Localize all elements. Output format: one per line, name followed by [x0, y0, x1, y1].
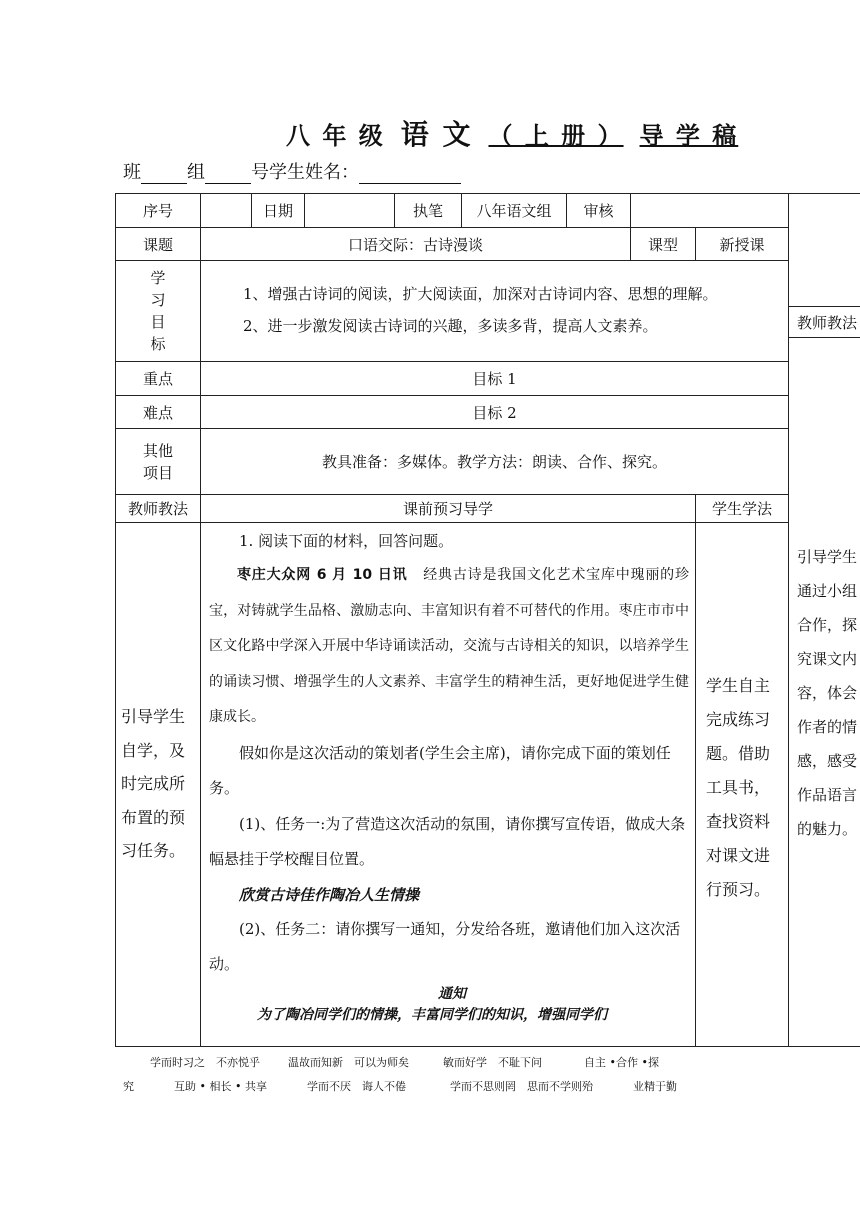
title-volume: （ 上 册 ） — [488, 121, 624, 150]
topic-value: 口语交际：古诗漫谈 — [347, 235, 483, 254]
title-doc: 导 学 稿 — [639, 121, 739, 150]
footer-motto: 学而不厌 诲人不倦 — [306, 1080, 406, 1093]
goals-label-char: 学 — [150, 269, 166, 287]
goal-item: 1、增强古诗词的阅读，扩大阅读面，加深对古诗词内容、思想的理解。 — [243, 285, 718, 303]
preview-content — [209, 524, 689, 1025]
review-label: 审核 — [583, 202, 614, 220]
preview-guide-header: 课前预习导学 — [402, 500, 493, 518]
right-teacher-method-header: 教师教法 — [797, 313, 858, 332]
seq-label: 序号 — [142, 202, 173, 220]
lesson-type-value: 新授课 — [719, 235, 765, 254]
footer-motto: 互助 • 相长 • 共享 — [174, 1080, 267, 1093]
student-method-header: 学生学法 — [711, 500, 772, 518]
teacher-method-header: 教师教法 — [127, 500, 188, 518]
title-grade: 八 年 级 — [286, 121, 385, 150]
seq-value-cell[interactable] — [201, 194, 251, 227]
footer-motto: 温故而知新 可以为师矣 — [288, 1056, 409, 1069]
question-1: 1. 阅读下面的材料，回答问题。 — [239, 532, 454, 550]
slogan: 欣赏古诗佳作陶冶人生情操 — [239, 885, 420, 904]
difficulty-label: 难点 — [142, 403, 173, 422]
lesson-type-label: 课型 — [647, 235, 678, 254]
goals-label-char: 标 — [150, 335, 166, 353]
document-title — [286, 113, 738, 153]
assume-paragraph: 假如你是这次活动的策划者(学生会主席)，请你完成下面的策划任务。 — [209, 743, 671, 797]
notice-body: 为了陶冶同学们的情操，丰富同学们的知识，增强同学们 — [257, 1006, 607, 1023]
goals-list — [243, 278, 788, 348]
name-blank[interactable] — [359, 165, 461, 184]
goals-label — [116, 261, 200, 361]
goals-label-char: 目 — [150, 313, 166, 331]
col-line — [200, 193, 201, 1047]
date-label: 日期 — [262, 202, 293, 220]
right-teacher-method-text: 引导学生通过小组合作，探究课文内容，体会作者的情感，感受作品语言的魅力。 — [797, 548, 858, 838]
news-paragraph — [209, 558, 689, 736]
other-label — [116, 429, 200, 494]
footer-motto: 学而时习之 不亦悦乎 — [150, 1056, 260, 1069]
right-column-divider — [788, 193, 789, 1047]
other-label-line: 项目 — [142, 463, 173, 482]
table-border-bottom — [115, 1046, 860, 1047]
date-value-cell[interactable] — [305, 194, 394, 227]
writer-label: 执笔 — [412, 202, 443, 220]
other-value: 教具准备：多媒体。教学方法：朗读、合作、探究。 — [321, 453, 667, 471]
task-2: (2)、任务二：请你撰写一通知，分发给各班，邀请他们加入这次活动。 — [209, 919, 681, 973]
footer-motto: 业精于勤 — [632, 1080, 677, 1093]
student-info-line — [123, 158, 461, 184]
task-1: (1)、任务一:为了营造这次活动的氛围，请你撰写宣传语，做成大条幅悬挂于学校醒目位置。 — [209, 814, 686, 868]
teacher-guide-text: 引导学生自学，及时完成所布置的预习任务。 — [121, 707, 186, 860]
key-point-value: 目标 1 — [472, 370, 517, 388]
topic-label: 课题 — [142, 235, 173, 254]
group-label: 组 — [187, 162, 205, 183]
footer-line-1 — [150, 1054, 659, 1070]
group-blank[interactable] — [205, 165, 251, 184]
writer-value: 八年语文组 — [476, 202, 552, 220]
goals-label-char: 习 — [150, 291, 166, 309]
row-line — [115, 522, 788, 523]
news-source: 枣庄大众网 6 月 10 日讯 — [237, 567, 408, 583]
footer-line-2 — [123, 1078, 677, 1094]
footer-motto: 敏而好学 不耻下问 — [443, 1056, 542, 1069]
col-line — [695, 494, 696, 1047]
title-subject: 语 文 — [400, 118, 473, 151]
number-name-label: 号学生姓名： — [251, 162, 359, 183]
footer-motto: 究 — [123, 1080, 134, 1093]
goal-item: 2、进一步激发阅读古诗词的兴趣，多读多背，提高人文素养。 — [243, 317, 658, 335]
student-method-text: 学生自主完成练习题。借助工具书，查找资料对课文进行预习。 — [706, 676, 771, 899]
right-col-line — [788, 337, 860, 338]
row-line — [115, 260, 788, 261]
notice-title: 通知 — [438, 985, 466, 1002]
footer-motto: 学而不思则罔 思而不学则殆 — [449, 1080, 593, 1093]
other-label-line: 其他 — [142, 441, 173, 460]
difficulty-value: 目标 2 — [472, 403, 517, 422]
class-blank[interactable] — [141, 165, 187, 184]
news-body: 经典古诗是我国文化艺术宝库中瑰丽的珍宝，对铸就学生品格、激励志向、丰富知识有着不可替代的作用。枣庄市市中区文化路中学深入开展中华诗诵读活动，交流与古诗相关的知识，以培养学生的诵读习惯、增强学生的人文素养、丰富学生的精神生活，更好地促进学生健康成长。 — [209, 567, 689, 725]
class-label: 班 — [123, 162, 141, 183]
key-point-label: 重点 — [142, 370, 173, 388]
review-value-cell[interactable] — [631, 194, 788, 227]
footer-motto: 自主 •合作 •探 — [584, 1056, 659, 1069]
